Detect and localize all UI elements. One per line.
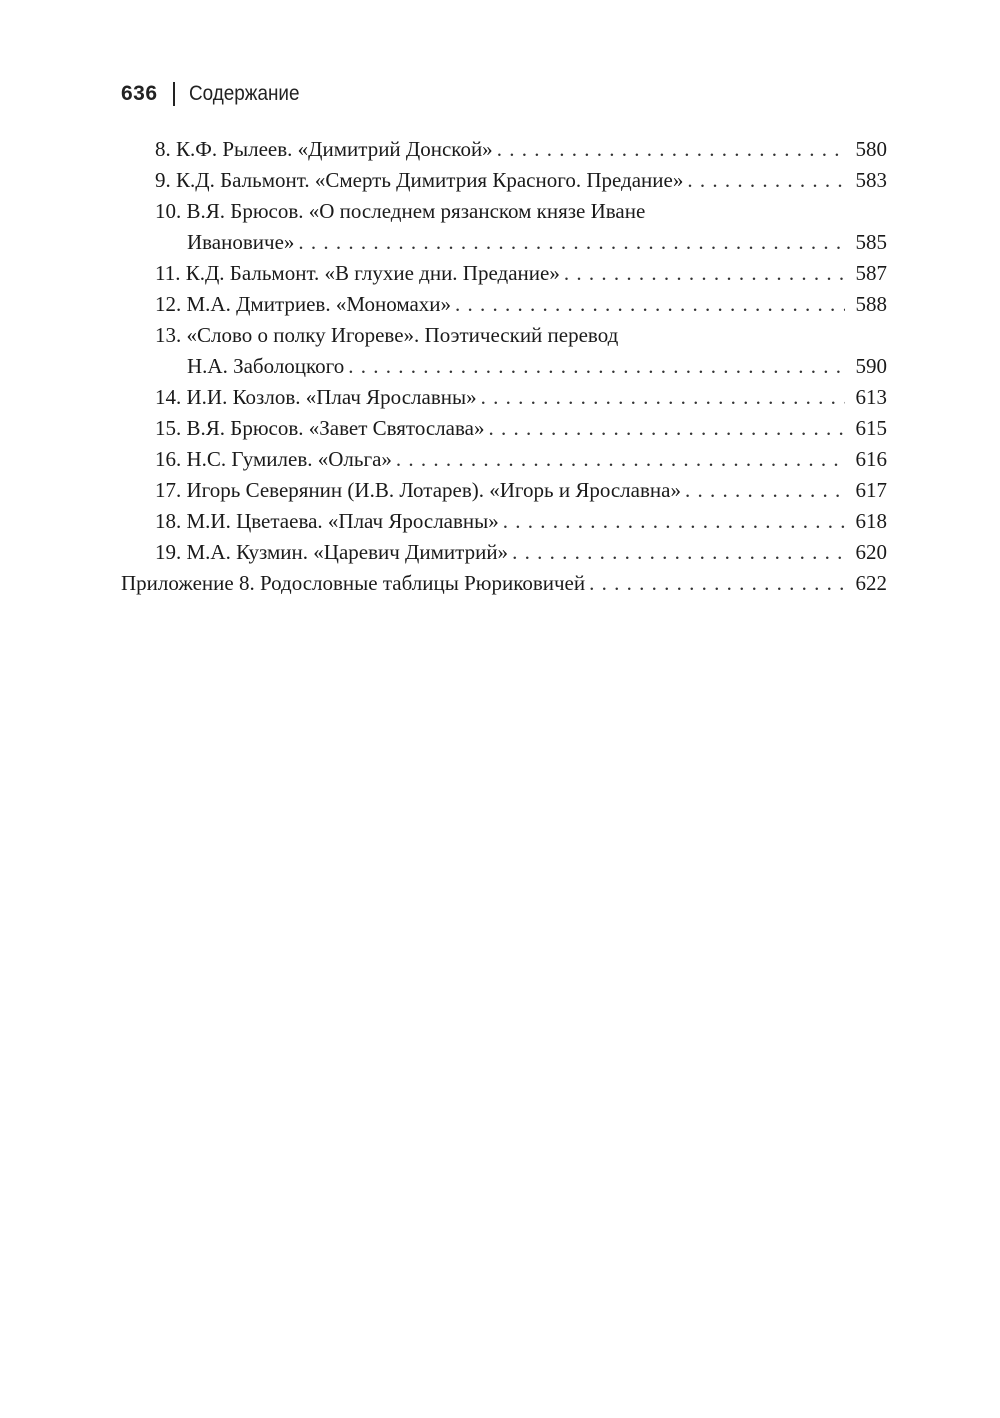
toc-entry[interactable] (121, 134, 887, 165)
toc-entry-title: 9. К.Д. Бальмонт. «Смерть Димитрия Красного. Предание» (155, 168, 684, 192)
toc-entry-page: 587 (855, 261, 887, 285)
toc-entry-title: 12. М.А. Дмитриев. «Мономахи» (155, 292, 452, 316)
toc-entry-page: 615 (855, 416, 887, 440)
dot-leader (503, 506, 845, 537)
dot-leader (685, 475, 845, 506)
toc-entry-title-line1: 10. В.Я. Брюсов. «О последнем рязанском князе Иване (155, 199, 646, 223)
toc-entry-page: 585 (855, 230, 887, 254)
toc-appendix-entry[interactable] (121, 568, 887, 599)
toc-entry-page: 580 (855, 137, 887, 161)
dot-leader (455, 289, 845, 320)
toc-entry-page: 616 (855, 447, 887, 471)
toc-entry-title: 8. К.Ф. Рылеев. «Димитрий Донской» (155, 137, 493, 161)
running-head (121, 82, 311, 106)
toc-entry[interactable] (121, 165, 887, 196)
dot-leader (481, 382, 845, 413)
toc-entry[interactable] (121, 320, 887, 382)
toc-entry[interactable] (121, 444, 887, 475)
toc-entry[interactable] (121, 537, 887, 568)
toc-entry-title: 15. В.Я. Брюсов. «Завет Святослава» (155, 416, 485, 440)
toc-entry-title-line1: 13. «Слово о полку Игореве». Поэтический перевод (155, 323, 619, 347)
dot-leader (488, 413, 845, 444)
dot-leader (589, 568, 845, 599)
toc-entry-page: 583 (855, 168, 887, 192)
toc-entry-title: 17. Игорь Северянин (И.В. Лотарев). «Игорь и Ярославна» (155, 478, 681, 502)
toc-entry-page: 590 (855, 354, 887, 378)
dot-leader (512, 537, 845, 568)
dot-leader (564, 258, 845, 289)
toc-entry[interactable] (121, 413, 887, 444)
dot-leader (298, 227, 845, 258)
toc-entry[interactable] (121, 382, 887, 413)
toc-entry-page: 588 (855, 292, 887, 316)
toc-entry-page: 622 (855, 571, 887, 595)
dot-leader (348, 351, 845, 382)
toc-entry-title: 19. М.А. Кузмин. «Царевич Димитрий» (155, 540, 509, 564)
toc-entry-page: 613 (855, 385, 887, 409)
toc-entry-title: 11. К.Д. Бальмонт. «В глухие дни. Предание» (155, 261, 560, 285)
toc-entry[interactable] (121, 196, 887, 258)
toc-entry[interactable] (121, 506, 887, 537)
toc-entry-title: Приложение 8. Родословные таблицы Рюриковичей (121, 571, 586, 595)
dot-leader (687, 165, 845, 196)
section-title: Содержание (188, 82, 300, 105)
header-divider (173, 82, 175, 106)
table-of-contents (121, 134, 887, 599)
dot-leader (497, 134, 845, 165)
toc-entry-page: 618 (855, 509, 887, 533)
page-number: 636 (121, 82, 158, 105)
toc-entry-title: 16. Н.С. Гумилев. «Ольга» (155, 447, 392, 471)
dot-leader (396, 444, 845, 475)
toc-entry-page: 617 (855, 478, 887, 502)
toc-entry-title: 18. М.И. Цветаева. «Плач Ярославны» (155, 509, 499, 533)
toc-entry[interactable] (121, 289, 887, 320)
toc-entry[interactable] (121, 258, 887, 289)
toc-entry[interactable] (121, 475, 887, 506)
toc-entry-title: 14. И.И. Козлов. «Плач Ярославны» (155, 385, 477, 409)
toc-entry-title-line2: Н.А. Заболоцкого (187, 354, 345, 378)
toc-entry-title-line2: Ивановиче» (187, 230, 295, 254)
toc-entry-page: 620 (855, 540, 887, 564)
